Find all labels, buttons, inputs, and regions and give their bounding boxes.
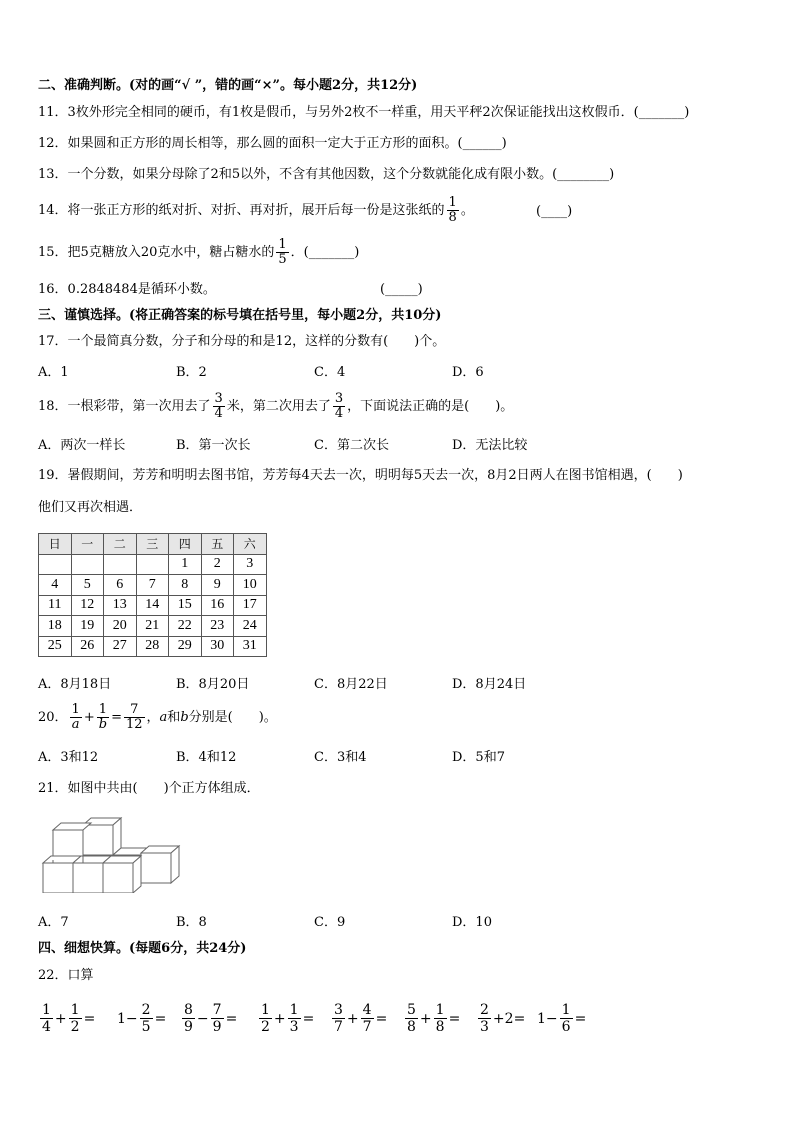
- q20-option-a[interactable]: A．3和12: [38, 750, 99, 765]
- fraction: $\frac{1}{8}$: [448, 195, 457, 225]
- calendar-cell: 19: [71, 616, 104, 637]
- calendar-cell: 6: [104, 575, 137, 596]
- fraction: $\frac{3}{4}$: [214, 391, 223, 421]
- calc-item-5: $\frac{3}{7}$ + $\frac{4}{7}$ =: [334, 1002, 388, 1035]
- calendar-header-row: [39, 534, 267, 555]
- cube-side: [133, 856, 141, 893]
- calendar-header-cell: 一: [71, 534, 104, 555]
- question-18: 18．一根彩带，第一次用去了 $\frac{3}{4}$ 米，第二次用去了 $\frac{3}{4}$ ，下面说法正确的是( )。: [38, 391, 514, 421]
- question-19-line-2: 他们又再次相遇．: [38, 500, 143, 515]
- q17-option-d[interactable]: D．6: [452, 365, 484, 380]
- cube: [43, 863, 73, 893]
- calendar-cell: 9: [201, 575, 234, 596]
- calendar-header-cell: 日: [39, 534, 72, 555]
- fraction: $\frac{1}{a}$: [71, 702, 80, 732]
- calc-item-6: $\frac{5}{8}$ + $\frac{1}{8}$ =: [407, 1002, 461, 1035]
- question-21: 21．如图中共由( )个正方体组成．: [38, 781, 260, 796]
- question-12: 12．如果圆和正方形的周长相等，那么圆的面积一定大于正方形的面积。(______): [38, 136, 507, 151]
- calendar-row: [39, 616, 267, 637]
- fraction: $\frac{3}{4}$: [334, 391, 344, 421]
- q20-option-b[interactable]: B．4和12: [176, 750, 237, 765]
- calendar-cell: 26: [71, 636, 104, 657]
- calendar-cell: 25: [39, 636, 72, 657]
- calendar-cell: [71, 554, 104, 575]
- cube: [73, 863, 103, 893]
- calendar-cell: 20: [104, 616, 137, 637]
- fraction: $\frac{1}{6}$: [561, 1002, 571, 1035]
- calendar-row: [39, 636, 267, 657]
- calendar-cell: 2: [201, 554, 234, 575]
- q21-option-c[interactable]: C．9: [314, 915, 346, 930]
- question-14: 14．将一张正方形的纸对折、对折、再对折，展开后每一份是这张纸的 $\frac{1}{8}$ 。: [38, 195, 474, 225]
- fraction: $\frac{1}{8}$: [435, 1002, 445, 1035]
- q20-option-c[interactable]: C．3和4: [314, 750, 367, 765]
- cube: [141, 853, 171, 883]
- cube: [83, 825, 113, 855]
- calc-item-8: 1 − $\frac{1}{6}$ =: [537, 1002, 587, 1035]
- question-20: 20． $\frac{1}{a}$ + $\frac{1}{b}$ = $\frac{7}{12}$ ，a和b分别是( )。: [38, 702, 277, 732]
- cube: [103, 863, 133, 893]
- q21-option-a[interactable]: A．7: [38, 915, 69, 930]
- calendar-header-cell: 二: [104, 534, 137, 555]
- calendar-cell: 4: [39, 575, 72, 596]
- august-calendar: [38, 533, 267, 657]
- q17-option-c[interactable]: C．4: [314, 365, 346, 380]
- calendar-cell: 24: [234, 616, 267, 637]
- fraction: $\frac{2}{5}$: [141, 1002, 151, 1035]
- q19-option-c[interactable]: C．8月22日: [314, 677, 388, 692]
- fraction: $\frac{1}{2}$: [261, 1002, 270, 1035]
- fraction: $\frac{7}{12}$: [125, 702, 143, 732]
- fraction: $\frac{7}{9}$: [212, 1002, 222, 1035]
- fraction: $\frac{1}{4}$: [42, 1002, 51, 1035]
- calendar-cell: [136, 554, 169, 575]
- q21-option-d[interactable]: D．10: [452, 915, 492, 930]
- calendar-cell: 30: [201, 636, 234, 657]
- calendar-cell: 1: [169, 554, 202, 575]
- calendar-cell: 21: [136, 616, 169, 637]
- fraction: $\frac{1}{2}$: [70, 1002, 80, 1035]
- fraction: $\frac{2}{3}$: [480, 1002, 489, 1035]
- q19-option-a[interactable]: A．8月18日: [38, 677, 112, 692]
- question-13: 13．一个分数，如果分母除了2和5以外，不含有其他因数，这个分数就能化成有限小数。(________): [38, 167, 615, 182]
- question-22-title: 22．口算: [38, 968, 94, 983]
- calendar-row: [39, 554, 267, 575]
- q18-option-a[interactable]: A．两次一样长: [38, 438, 126, 453]
- question-15: 15．把5克糖放入20克水中，糖占糖水的 $\frac{1}{5}$ ．(_______): [38, 237, 360, 267]
- calendar-header-cell: 六: [234, 534, 267, 555]
- calendar-header-cell: 三: [136, 534, 169, 555]
- q20-option-d[interactable]: D．5和7: [452, 750, 505, 765]
- cubes-figure: [38, 815, 183, 893]
- q21-option-b[interactable]: B．8: [176, 915, 207, 930]
- calc-item-7: $\frac{2}{3}$ + 2 =: [480, 1002, 526, 1035]
- q18-option-d[interactable]: D．无法比较: [452, 438, 528, 453]
- calendar-cell: 16: [201, 595, 234, 616]
- q17-option-b[interactable]: B．2: [176, 365, 207, 380]
- section-2-header: 二、准确判断。(对的画“√ ”，错的画“×”。每小题2分，共12分): [38, 78, 418, 93]
- calendar-row: [39, 595, 267, 616]
- q18-option-c[interactable]: C．第二次长: [314, 438, 389, 453]
- fraction: $\frac{1}{3}$: [289, 1002, 299, 1035]
- calendar-header-cell: 四: [169, 534, 202, 555]
- cube-side: [171, 846, 179, 883]
- calendar-cell: 13: [104, 595, 137, 616]
- calendar-cell: 22: [169, 616, 202, 637]
- fraction: $\frac{8}{9}$: [184, 1002, 193, 1035]
- calendar-cell: 17: [234, 595, 267, 616]
- q19-option-d[interactable]: D．8月24日: [452, 677, 527, 692]
- q18-option-b[interactable]: B．第一次长: [176, 438, 251, 453]
- calendar-cell: 5: [71, 575, 104, 596]
- calendar-cell: 18: [39, 616, 72, 637]
- fraction: $\frac{5}{8}$: [407, 1002, 416, 1035]
- calendar-cell: 27: [104, 636, 137, 657]
- question-19-line-1: 19．暑假期间，芳芳和明明去图书馆，芳芳每4天去一次，明明每5天去一次，8月2日两人在图书馆相遇，( ): [38, 468, 683, 483]
- question-17: 17．一个最简真分数，分子和分母的和是12，这样的分数有( )个。: [38, 334, 446, 349]
- section-3-header: 三、谨慎选择。(将正确答案的标号填在括号里，每小题2分，共10分): [38, 308, 442, 323]
- calendar-cell: 15: [169, 595, 202, 616]
- calendar-header-cell: 五: [201, 534, 234, 555]
- fraction: $\frac{1}{b}$: [98, 702, 108, 732]
- q14-answer-blank: (____): [536, 204, 573, 219]
- calc-item-3: $\frac{8}{9}$ − $\frac{7}{9}$ =: [184, 1002, 238, 1035]
- calendar-cell: 29: [169, 636, 202, 657]
- calendar-cell: 31: [234, 636, 267, 657]
- calendar-cell: 8: [169, 575, 202, 596]
- question-11: 11．3枚外形完全相同的硬币，有1枚是假币，与另外2枚不一样重，用天平秤2次保证能找出这枚假币．(_______): [38, 105, 690, 120]
- calendar-cell: 11: [39, 595, 72, 616]
- calendar-row: [39, 575, 267, 596]
- q17-option-a[interactable]: A．1: [38, 365, 69, 380]
- calendar-cell: 12: [71, 595, 104, 616]
- fraction: $\frac{1}{5}$: [278, 237, 287, 267]
- calendar-cell: [39, 554, 72, 575]
- calc-item-4: $\frac{1}{2}$ + $\frac{1}{3}$ =: [261, 1002, 315, 1035]
- calc-item-2: 1 − $\frac{2}{5}$ =: [117, 1002, 167, 1035]
- calendar-cell: 7: [136, 575, 169, 596]
- fraction: $\frac{4}{7}$: [362, 1002, 372, 1035]
- fraction: $\frac{3}{7}$: [334, 1002, 343, 1035]
- calendar-cell: 10: [234, 575, 267, 596]
- calendar-cell: 3: [234, 554, 267, 575]
- calendar-cell: 28: [136, 636, 169, 657]
- q16-answer-blank: (_____): [380, 282, 423, 297]
- calendar-cell: 14: [136, 595, 169, 616]
- calendar-cell: 23: [201, 616, 234, 637]
- calendar-cell: [104, 554, 137, 575]
- calc-item-1: $\frac{1}{4}$ + $\frac{1}{2}$ =: [42, 1002, 96, 1035]
- q19-option-b[interactable]: B．8月20日: [176, 677, 250, 692]
- question-16: 16．0.2848484是循环小数。: [38, 282, 216, 297]
- section-4-header: 四、细想快算。(每题6分，共24分): [38, 941, 247, 956]
- q14-text: 14．将一张正方形的纸对折、对折、再对折，展开后每一份是这张纸的: [38, 203, 445, 218]
